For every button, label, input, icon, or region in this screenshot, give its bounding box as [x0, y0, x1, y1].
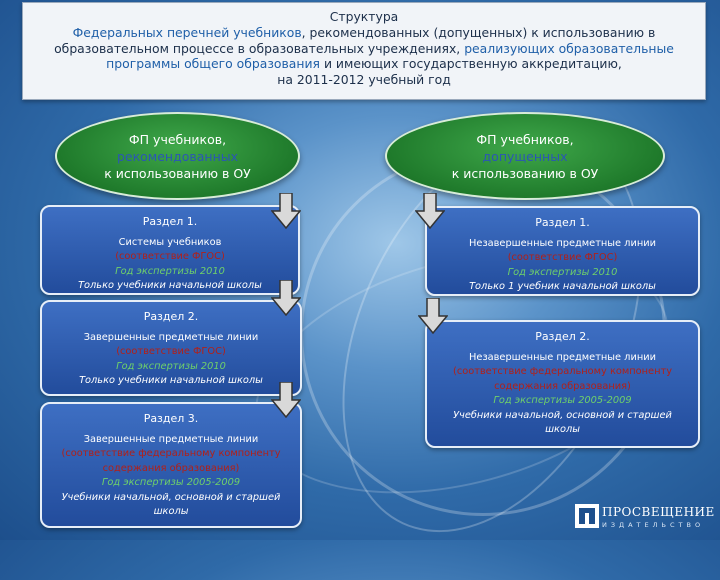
oval-line: ФП учебников,	[128, 131, 227, 147]
down-arrow-icon	[418, 298, 448, 334]
section-scope: Только учебники начальной школы	[79, 375, 263, 386]
oval-line-accent: рекомендованных	[116, 148, 239, 164]
title-highlight: программы общего образования	[106, 56, 320, 72]
section-scope: Только учебники начальной школы	[78, 280, 262, 291]
section-year: Год экспертизы 2010	[115, 265, 225, 277]
left-section-1	[40, 205, 300, 295]
publisher-logo	[574, 501, 714, 537]
section-year: Год экспертизы 2010	[507, 266, 618, 278]
section-scope: школы	[153, 506, 189, 517]
section-line: Системы учебников	[118, 236, 222, 248]
section-scope: Учебники начальной, основной и старшей	[61, 491, 281, 503]
down-arrow-icon	[271, 193, 301, 229]
section-title: Раздел 2.	[143, 310, 199, 323]
logo-subtitle: ИЗДАТЕЛЬСТВО	[602, 521, 705, 529]
section-standard: (соответствие федеральному компоненту	[61, 448, 281, 459]
section-standard: (соответствие ФГОС)	[116, 346, 226, 357]
section-title: Раздел 1.	[142, 215, 198, 228]
section-standard: содержания образования)	[494, 380, 631, 392]
section-line: Завершенные предметные линии	[83, 433, 259, 445]
oval-line: к использованию в ОУ	[104, 165, 251, 181]
down-arrow-icon	[271, 382, 301, 418]
section-line: Незавершенные предметные линии	[469, 237, 656, 249]
title-line	[23, 25, 705, 41]
logo-name: ПРОСВЕЩЕНИЕ	[602, 505, 715, 519]
section-title: Раздел 2.	[535, 330, 590, 343]
section-line: Незавершенные предметные линии	[469, 351, 656, 363]
right-section-1	[425, 206, 700, 296]
section-standard: (соответствие ФГОС)	[507, 252, 618, 263]
title-line: Структура	[329, 9, 399, 24]
section-scope: школы	[545, 424, 580, 435]
title-panel	[22, 2, 706, 100]
recommended-list-oval	[55, 112, 300, 200]
section-title: Раздел 3.	[143, 412, 199, 425]
title-line	[23, 41, 705, 57]
section-standard: содержания образования)	[102, 462, 240, 474]
section-line: Завершенные предметные линии	[83, 331, 259, 343]
section-standard: (соответствие федеральному компоненту	[453, 366, 672, 377]
title-text: , рекомендованных (допущенных) к использованию в	[301, 24, 656, 40]
section-year: Год экспертизы 2010	[116, 360, 226, 372]
approved-list-oval	[385, 112, 665, 200]
left-section-2	[40, 300, 302, 396]
title-highlight: Федеральных перечней учебников	[72, 24, 302, 40]
oval-line-accent: допущенных	[482, 148, 568, 164]
title-highlight: реализующих образовательные	[464, 40, 674, 56]
section-year: Год экспертизы 2005-2009	[101, 477, 241, 488]
section-year: Год экспертизы 2005-2009	[493, 395, 632, 406]
title-text: образовательном процессе в образовательных учреждениях,	[54, 40, 465, 56]
section-scope: Учебники начальной, основной и старшей	[453, 409, 672, 421]
left-section-3	[40, 402, 302, 528]
title-text: и имеющих государственную аккредитацию,	[320, 56, 622, 72]
oval-line: к использованию в ОУ	[451, 165, 599, 181]
right-section-2	[425, 320, 700, 448]
section-title: Раздел 1.	[535, 216, 590, 229]
title-line	[23, 56, 705, 72]
prosveshchenie-logo-icon	[574, 503, 600, 529]
section-scope: Только 1 учебник начальной школы	[469, 281, 656, 292]
down-arrow-icon	[271, 280, 301, 316]
section-standard: (соответствие ФГОС)	[115, 251, 225, 262]
title-line: на 2011-2012 учебный год	[277, 72, 451, 88]
down-arrow-icon	[415, 193, 445, 229]
oval-line: ФП учебников,	[476, 131, 574, 147]
